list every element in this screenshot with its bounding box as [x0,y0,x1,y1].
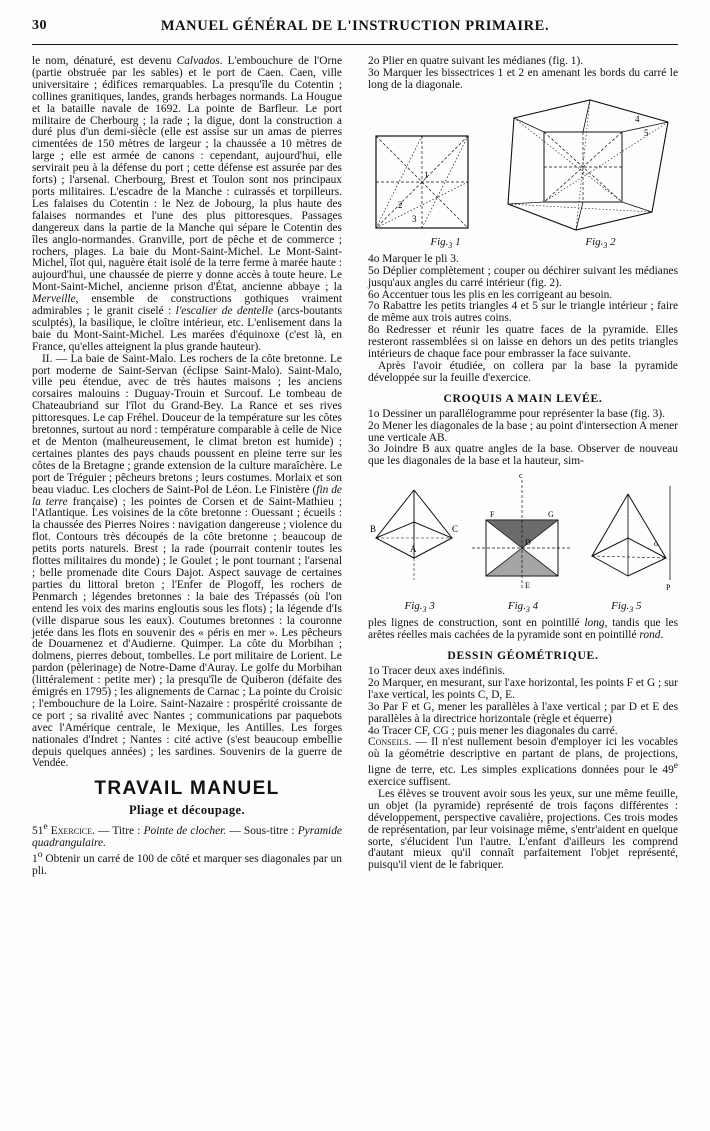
step-6: 6o Accentuer tous les plis en les corrigeant au besoin. [368,288,613,301]
figure-1-diagram [368,118,480,236]
left-column [32,56,342,877]
fig2-label-5: 5 [644,127,649,138]
fig4-label-F: F [490,510,495,520]
conseils-paragraph: Conseils. — Il n'est nullement besoin d'employer ici les vocables où la géométrie descriptive en partant de plans, de projections, ligne de terre, etc. Les simples explications données pour le 49e exercice suffisent. [368,736,678,788]
dessin-step-1: 1o Tracer deux axes indéfinis. [368,665,505,678]
paragraph: le nom, dénaturé, est devenu Calvados. L'embouchure de l'Orne (partie obstruée par les sables) et le port de Caen. Caen, ville universitaire ; édifices remarquables. La presqu'île du Cotentin ; collines granitiques, landes, grands herbages normands. La Hougue et la bataille navale de 1692. La pointe de Barfleur. Le port militaire de Cherbourg ; la rade ; la digue, dont la construction a duré plus d'un demi-siècle (elle est assise sur un amas de pierres cimentées de 150 mètres de largeur ; la chaussée a 10 mètres de large ; elle est armée de canons : cependant, aujourd'hui, elle servirait peu à la défense du port ; cette défense est assurée par des forts) ; l'arsenal. Cherbourg, Brest et Toulon sont nos principaux ports militaires. L'escadre de la Manche : cuirassés et torpilleurs. Les falaises du Cotentin : le Nez de Jobourg, la plus haute des falaises normandes et l'une des plus pittoresques. Passages dangereux dans la partie de la Manche qui sépare le Cotentin des îles anglo-normandes. Granville, port de pêche et de commerce ; rochers, plages. La baie du Mont-Saint-Michel. Le Mont-Saint-Michel, îlot qui, naguère était isolé de la terre ferme à marée haute : aujourd'hui, une chaussée de pierre y donne accès à toute heure. Le Mont-Saint-Michel, ancienne prison d'État, ancienne abbaye ; la Merveille, ensemble de constructions gothiques vraiment admirables ; le granit ciselé : l'escalier de dentelle (arcs-boutants sculptés), la basilique, le cloître intérieur, etc. L'enlisement dans la baie du Mont-Saint-Michel. Les marées d'équinoxe (c'est là, en France, qu'elles atteignent la plus grande hauteur). [32,55,343,353]
step-2: 2o Plier en quatre suivant les médianes (fig. 1). [368,55,584,67]
fig1-label-3: 3 [412,213,417,224]
subsection-title-dessin: DESSIN GÉOMÉTRIQUE. [447,649,599,663]
figures-bottom [368,472,678,616]
fig4-label-D: D [525,538,531,548]
step-4: 4o Marquer le pli 3. [368,252,459,265]
fig3-label-A: A [410,544,417,555]
step-3: 3o Marquer les bissectrices 1 et 2 en amenant les bords du carré le long de la diagonale. [368,66,678,91]
figure-4-caption: $Fig._3$ 4 [507,600,539,615]
figure-5-caption: $Fig._3$ 5 [611,600,642,615]
paragraph: II. — La baie de Saint-Malo. Les rochers de la côte bretonne. Le port moderne de Saint-Servan (éclipse Saint-Malo). Saint-Malo, ville peu étendue, avec de très hautes maisons ; les anciens corsaires malouins : Duguay-Trouin et Surcouf. Le tombeau de Chateaubriand sur l'îlot du Grand-Bey. La Rance et ses rives pittoresques. Le cap Fréhel. Douceur de la température sur les côtes bretonnes, surtout au nord : température comparable à celle de Nice et de Menton (malheureusement, le climat breton est humide) ; certaines plantes des pays chauds poussent en pleine terre sur les côtes de la Bretagne ; grande extension de la culture maraîchère. Le port de Tréguier ; pêcheurs bretons ; leurs costumes. Morlaix et son beau viaduc. Les clochers de Saint-Pol de Léon. Le Finistère (fin de la terre française) ; les pointes de Corsen et de Saint-Mathieu ; l'Atlantique. Les voisines de la côte bretonne : Ouessant ; écueils : la chaussée des Pierres Noires : navigation dangereuse ; violence du flot. Contours très découpés de la côte bretonne ; beaucoup de petits ports naturels. Brest ; la rade (pourrait contenir toutes les flottes militaires du monde) ; le Goulet ; le pont tournant ; l'arsenal ; belle promenade dite Cours Dajot. Aspect sauvage de certaines parties du littoral breton ; l'Enfer de Plogoff, les rochers de Penmarch ; légendes bretonnes : la baie des Trépassés (où l'on entend les voix des marins engloutis sous les flots) ; la légende d'Is (ville disparue sous les eaux). Coutumes bretonnes : la couronne jetée dans les flots en souvenir des « péris en mer ». Les pêcheurs de Douarnenez et d'Audierne. Quimper. La côte du Morbihan ; dolmens, pierres debout, tombelles. Le port militaire de Lorient. Le pardon (pèlerinage) de Notre-Dame d'Auray. Le golfe du Morbihan (littéralement : petite mer) ; la presqu'île de Quiberon (défaite des émigrés en 1795) ; les alignements de Carnac ; La pointe du Croisic ; l'embouchure de la Loire. Saint-Nazaire : prospérité croissante de ce port ; sa rivalité avec Nantes ; communications par paquebots avec l'Amérique centrale, le Mexique, les Antilles. Les forges nationales d'Indret ; Nantes : cité active (s'est beaucoup embellie depuis quelques années) ; les sardines. Souvenirs de la guerre de Vendée. [32,352,342,770]
exercise-step: 1$^o$ Obtenir un carré de 100 de côté et marquer ses diagonales par un pli. [32,849,342,877]
section-title-travail-manuel: TRAVAIL MANUEL [94,778,280,800]
croquis-step-1: 1o Dessiner un parallélogramme pour représenter la base (fig. 3). [368,407,665,420]
subsection-title-croquis: CROQUIS A MAIN LEVÉE. [443,391,603,405]
figure-2-caption: $Fig._3$ 2 [585,235,616,250]
figure-3-caption: $Fig._3$ 3 [404,600,435,615]
figures-top [368,96,678,252]
figure-4-diagram [468,472,578,600]
figure-3-diagram [368,480,460,600]
fig4-label-G: G [548,510,554,520]
step-7: 7o Rabattre les petits triangles 4 et 5 sur le triangle intérieur ; faire de même aux trois autres coins. [368,300,678,325]
exercise-intro: 51e Exercice. — Titre : Pointe de clocher. — Sous-titre : Pyramide quadrangulaire. [32,822,342,849]
figure-2-diagram [502,96,678,236]
final-paragraph: Les élèves se trouvent avoir sous les yeux, sur une même feuille, un objet (la pyramide) représenté de trois façons différentes : développement, perspective cavalière, projections. Ces trois modes de représentation, par leur voisinage même, s'entr'aident en quelque sorte, s'élucident l'un l'autre. L'enfant d'ailleurs les comprend d'autant mieux qu'il connaît parfaitement l'objet représenté, puisqu'il vient de le fabriquer. [368,787,678,872]
fig4-label-E: E [525,581,530,591]
step-8: 8o Redresser et réunir les quatre faces de la pyramide. Elles resteront rassemblées si on laisse en dehors un des petits triangles intérieurs de chaque face pour embrasser la face suivante. [368,324,678,361]
croquis-step-3: 3o Joindre B aux quatre angles de la base. Observer de nouveau que les diagonales de la base et la hauteur, sim- [368,443,678,468]
fig4-label-c: c [519,472,523,481]
dessin-step-4: 4o Tracer CF, CG ; puis mener les diagonales du carré. [368,724,618,737]
figure-5-diagram [586,476,678,600]
fig1-label-1: 1 [424,169,429,180]
after-figures-paragraph: ples lignes de construction, sont en pointillé long, tandis que les arêtes réelles mais cachées de la pyramide sont en pointillé rond. [368,617,679,642]
header-rule [32,44,678,45]
figure-1-caption: $Fig._3$ 1 [430,235,461,250]
fig3-label-C: C [452,524,459,535]
running-title: MANUEL GÉNÉRAL DE L'INSTRUCTION PRIMAIRE. [160,18,550,34]
fig5-label-o: o [654,539,658,549]
page-header [0,18,710,40]
step-5: 5o Déplier complètement ; couper ou déchirer suivant les médianes jusqu'aux angles du carré intérieur (fig. 2). [368,264,678,289]
dessin-step-3: 3o Par F et G, mener les parallèles à l'axe vertical ; par D et E des parallèles à la directrice horizontale (règle et équerre) [368,700,678,725]
folio-number: 30 [32,18,47,33]
fig5-label-P: P [666,583,671,593]
croquis-step-2: 2o Mener les diagonales de la base ; au point d'intersection A mener une verticale AB. [368,419,678,444]
subsection-title-pliage: Pliage et découpage. [129,803,245,818]
dessin-step-2: 2o Marquer, en mesurant, sur l'axe horizontal, les points F et G ; sur l'axe vertical, les points C, D, E. [368,676,678,701]
right-column [368,56,678,872]
fig2-label-4: 4 [635,113,640,124]
fig3-label-B: B [370,524,377,535]
fig1-label-2: 2 [398,199,403,210]
step-closing: Après l'avoir étudiée, on collera par la base la pyramide développée sur la feuille d'exercice. [368,359,678,384]
